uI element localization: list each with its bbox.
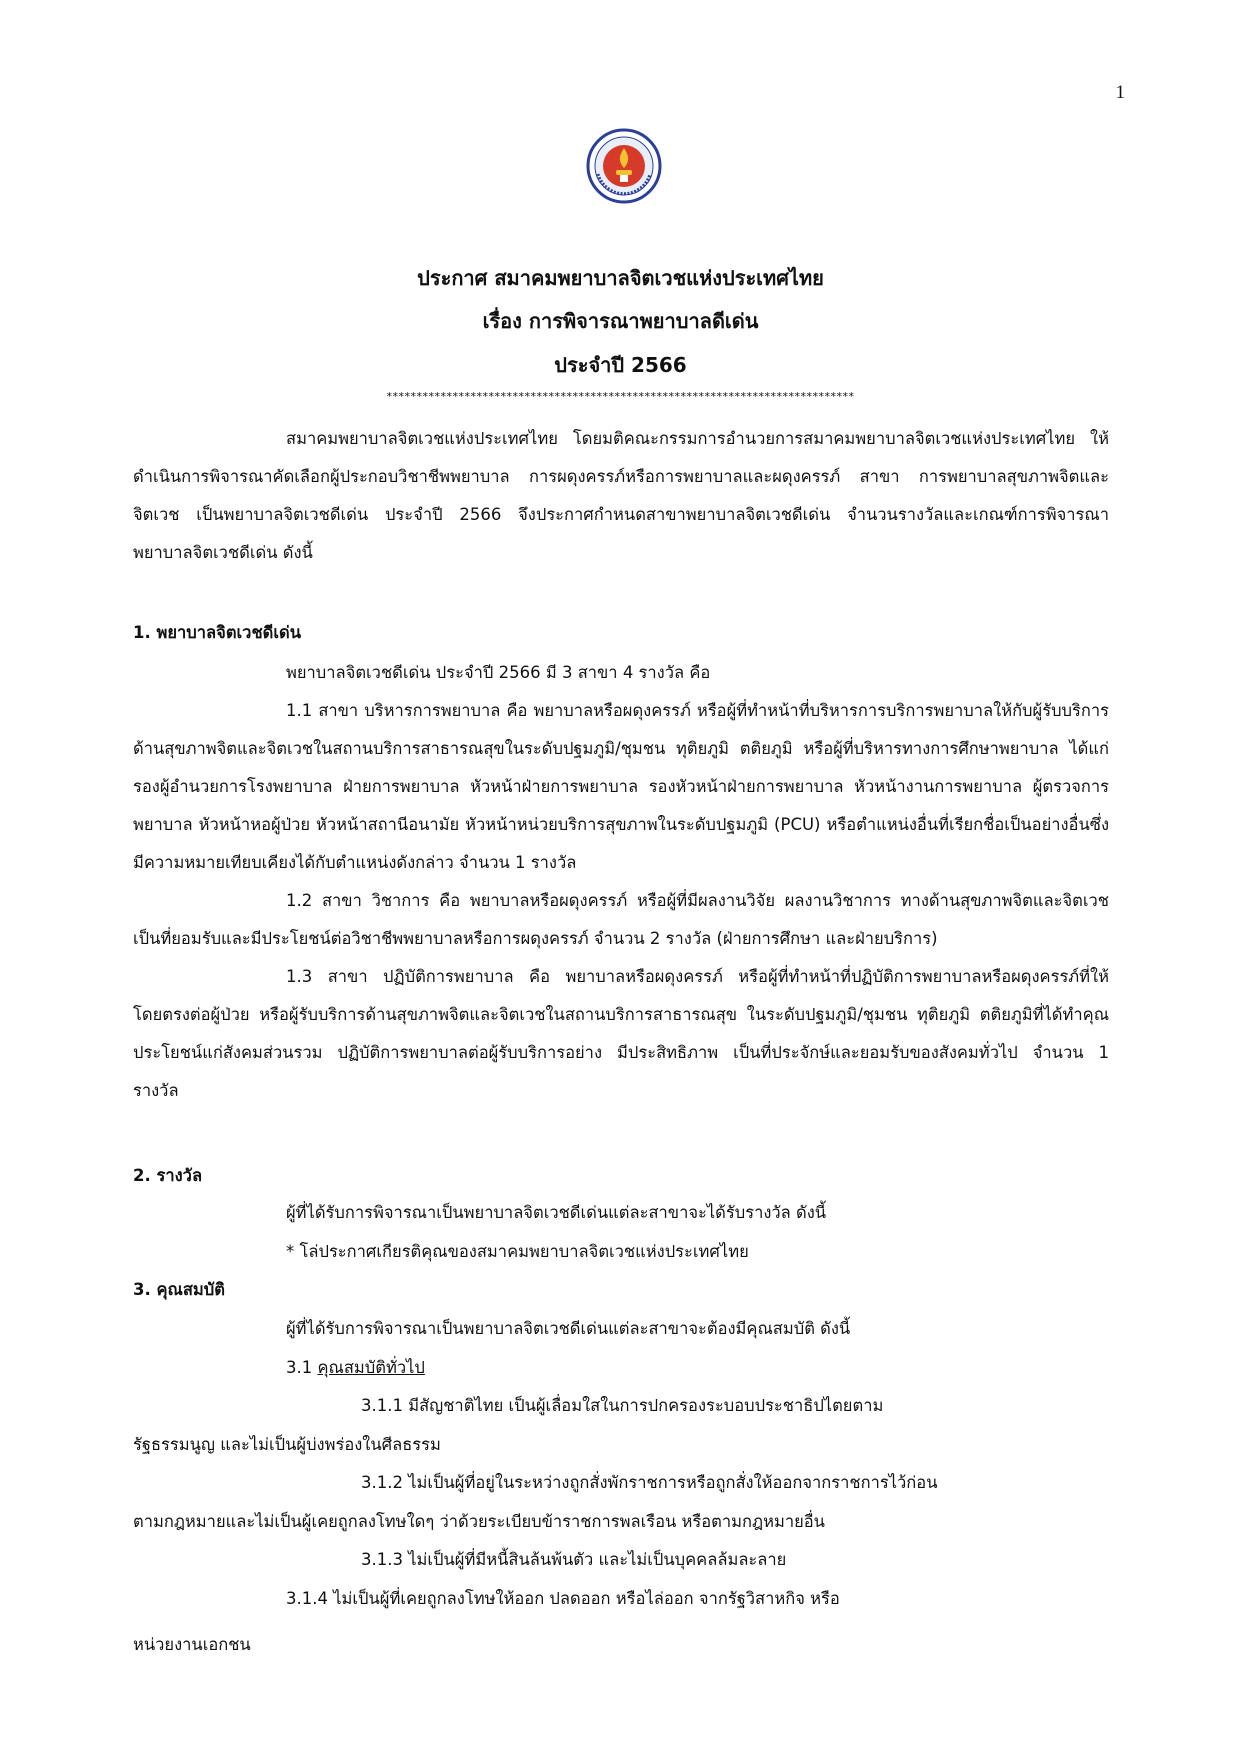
item-3-1-2-line2: ตามกฎหมายและไม่เป็นผู้เคยถูกลงโทษใดๆ ว่าด้วยระเบียบข้าราชการพลเรือน หรือตามกฎหมายอื่น <box>133 1512 825 1531</box>
announcement-title: ประกาศ สมาคมพยาบาลจิตเวชแห่งประเทศไทย <box>417 266 824 290</box>
subsection-number: 3.1 <box>286 1358 318 1377</box>
item-3-1-1-line1: 3.1.1 มีสัญชาติไทย เป็นผู้เลื่อมใสในการปกครองระบอบประชาธิปไตยตาม <box>361 1396 884 1415</box>
section2-line1: ผู้ที่ได้รับการพิจารณาเป็นพยาบาลจิตเวชดีเด่นแต่ละสาขาจะได้รับรางวัล ดังนี้ <box>286 1203 827 1222</box>
separator-line: ****************************************************************************** <box>386 390 855 403</box>
section3-heading: 3. คุณสมบัติ <box>133 1280 225 1299</box>
item-3-1-3: 3.1.3 ไม่เป็นผู้ที่มีหนี้สินล้นพ้นตัว และไม่เป็นบุคคลล้มละลาย <box>361 1550 787 1569</box>
item-1-3: 1.3 สาขา ปฏิบัติการพยาบาล คือ พยาบาลหรือผดุงครรภ์ หรือผู้ที่ทำหน้าที่ปฏิบัติการพยาบาลหรือผดุงครรภ์ที่ให้โดยตรงต่อผู้ป่วย หรือผู้รับบริการด้านสุขภาพจิตและจิตเวชในสถานบริการสาธารณสุข ในระดับปฐมภูมิ/ชุมชน ทุติยภูมิ ตติยภูมิที่ได้ทำคุณประโยชน์แก่สังคมส่วนรวม ปฏิบัติการพยาบาลต่อผู้รับบริการอย่าง มีประสิทธิภาพ เป็นที่ประจักษ์และยอมรับของสังคมทั่วไป จำนวน 1 รางวัล <box>133 967 1109 1100</box>
section2-line2: * โล่ประกาศเกียรติคุณของสมาคมพยาบาลจิตเวชแห่งประเทศไทย <box>286 1242 749 1261</box>
item-1-1: 1.1 สาขา บริหารการพยาบาล คือ พยาบาลหรือผดุงครรภ์ หรือผู้ที่ทำหน้าที่บริหารการบริการพยาบาลให้กับผู้รับบริการ ด้านสุขภาพจิตและจิตเวชในสถานบริการสาธารณสุขในระดับปฐมภูมิ/ชุมชน ทุติยภูมิ ตติยภูมิ หรือผู้ที่บริหารทางการศึกษาพยาบาล ได้แก่ รองผู้อำนวยการโรงพยาบาล ฝ่ายการพยาบาล หัวหน้าฝ่ายการพยาบาล รองหัวหน้าฝ่ายการพยาบาล หัวหน้างานการพยาบาล ผู้ตรวจการพยาบาล หัวหน้าหอผู้ป่วย หัวหน้าสถานีอนามัย หัวหน้าหน่วยบริการสุขภาพในระดับปฐมภูมิ (PCU) หรือตำแหน่งอื่นที่เรียกชื่อเป็นอย่างอื่นซึ่งมีความหมายเทียบเคียงได้กับตำแหน่งดังกล่าว จำนวน 1 รางวัล <box>133 701 1109 872</box>
page-number: 1 <box>1115 82 1125 103</box>
association-seal-logo <box>586 128 662 204</box>
subsection-3-1 <box>286 1355 425 1381</box>
section3-lead: ผู้ที่ได้รับการพิจารณาเป็นพยาบาลจิตเวชดีเด่นแต่ละสาขาจะต้องมีคุณสมบัติ ดังนี้ <box>286 1319 851 1338</box>
section2-heading: 2. รางวัล <box>133 1166 203 1185</box>
item-3-1-1-line2: รัฐธรรมนูญ และไม่เป็นผู้บ่งพร่องในศีลธรรม <box>133 1435 441 1454</box>
item-3-1-2-line1: 3.1.2 ไม่เป็นผู้ที่อยู่ในระหว่างถูกสั่งพักราชการหรือถูกสั่งให้ออกจากราชการไว้ก่อน <box>361 1473 938 1492</box>
item-3-1-4-line1: 3.1.4 ไม่เป็นผู้ที่เคยถูกลงโทษให้ออก ปลดออก หรือไล่ออก จากรัฐวิสาหกิจ หรือ <box>286 1589 840 1608</box>
section1-heading: 1. พยาบาลจิตเวชดีเด่น <box>133 623 301 642</box>
announcement-year: ประจำปี 2566 <box>554 353 687 377</box>
intro-paragraph: สมาคมพยาบาลจิตเวชแห่งประเทศไทย โดยมติคณะกรรมการอำนวยการสมาคมพยาบาลจิตเวชแห่งประเทศไทย ให้ดำเนินการพิจารณาคัดเลือกผู้ประกอบวิชาชีพพยาบาล การผดุงครรภ์หรือการพยาบาลและผดุงครรภ์ สาขา การพยาบาลสุขภาพจิตและจิตเวช เป็นพยาบาลจิตเวชดีเด่น ประจำปี 2566 จึงประกาศกำหนดสาขาพยาบาลจิตเวชดีเด่น จำนวนรางวัลและเกณฑ์การพิจารณาพยาบาลจิตเวชดีเด่น ดังนี้ <box>133 429 1109 562</box>
item-1-2: 1.2 สาขา วิชาการ คือ พยาบาลหรือผดุงครรภ์ หรือผู้ที่มีผลงานวิจัย ผลงานวิชาการ ทางด้านสุขภาพจิตและจิตเวช เป็นที่ยอมรับและมีประโยชน์ต่อวิชาชีพพยาบาลหรือการผดุงครรภ์ จำนวน 2 รางวัล (ฝ่ายการศึกษา และฝ่ายบริการ) <box>133 891 1109 948</box>
section1-lead: พยาบาลจิตเวชดีเด่น ประจำปี 2566 มี 3 สาขา 4 รางวัล คือ <box>286 663 711 682</box>
item-3-1-4-line2: หน่วยงานเอกชน <box>133 1635 251 1654</box>
announcement-subject: เรื่อง การพิจารณาพยาบาลดีเด่น <box>482 309 759 333</box>
subsection-title: คุณสมบัติทั่วไป <box>317 1358 425 1377</box>
